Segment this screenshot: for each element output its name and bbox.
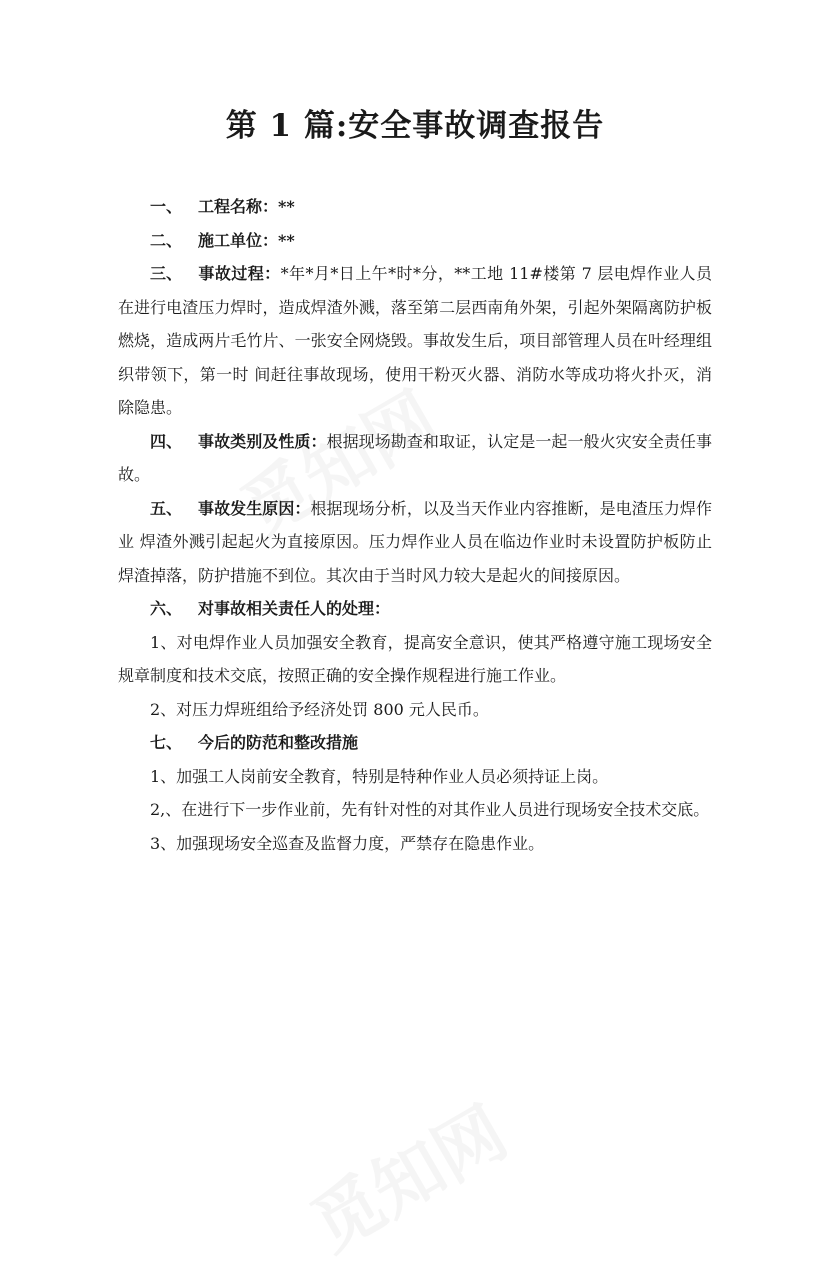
section-construction-unit [118,224,712,258]
section-project-name [118,190,712,224]
section-accident-cause [118,492,712,593]
list-item: 1、加强工人岗前安全教育，特别是特种作业人员必须持证上岗。 [150,766,609,786]
section-text: 根据现场勘查和取证，认定是一起一般火灾安全责任事故。 [118,431,712,484]
list-item: 2、对压力焊班组给予经济处罚 800 元人民币。 [150,699,489,719]
section-label: 事故发生原因： [198,498,311,518]
section-prevention-measures [118,726,712,760]
section-number: 三、 [150,264,183,283]
section-number: 六、 [150,599,183,618]
list-item: 1、对电焊作业人员加强安全教育，提高安全意识，使其严格遵守施工现场安全规章制度和技术交底，按照正确的安全操作规程进行施工作业。 [118,632,712,685]
section-label: 工程名称： [198,197,279,216]
section-text: *年*月*日上午*时*分，**工地 11#楼第 7 层电焊作业人员在进行电渣压力焊时，造成焊渣外溅，落至第二层西南角外架，引起外架隔离防护板燃烧，造成两片毛竹片、一张安全网烧毁。事故发生后，项目部管理人员在叶经理组织带领下，第一时 间赶往事故现场，使用干粉灭火器、消防水等成功将火扑灭，消 除隐患。 [118,264,712,417]
section-text: ** [278,197,295,216]
section-accident-category [118,425,712,492]
section-text: 根据现场分析，以及当天作业内容推断，是电渣压力焊作业 焊渣外溅引起起火为直接原因。压力焊作业人员在临边作业时未设置防护板防止焊渣掉落，防护措施不到位。其次由于当时风力较大是起火的间接原因。 [118,498,712,585]
section-label: 施工单位： [198,230,279,250]
list-item: 2,、在进行下一步作业前，先有针对性的对其作业人员进行现场安全技术交底。 [150,800,710,819]
list-item: 3、加强现场安全巡查及监督力度，严禁存在隐患作业。 [150,833,545,853]
section-text: ** [278,230,295,250]
section-label: 对事故相关责任人的处理： [198,599,391,618]
section-label: 事故过程： [198,264,281,283]
section-number: 五、 [150,498,183,518]
section-number: 四、 [150,431,183,451]
page-title: 第 1 篇:安全事故调查报告 [225,108,605,144]
section-number: 二、 [150,230,183,250]
section-label: 事故类别及性质： [198,431,327,451]
watermark [290,1033,610,1287]
report-body [118,190,712,860]
section-responsible-handling [118,592,712,626]
section-accident-process [118,257,712,425]
section-number: 七、 [150,733,183,752]
section-number: 一、 [150,197,183,216]
section-label: 今后的防范和整改措施 [198,733,359,752]
